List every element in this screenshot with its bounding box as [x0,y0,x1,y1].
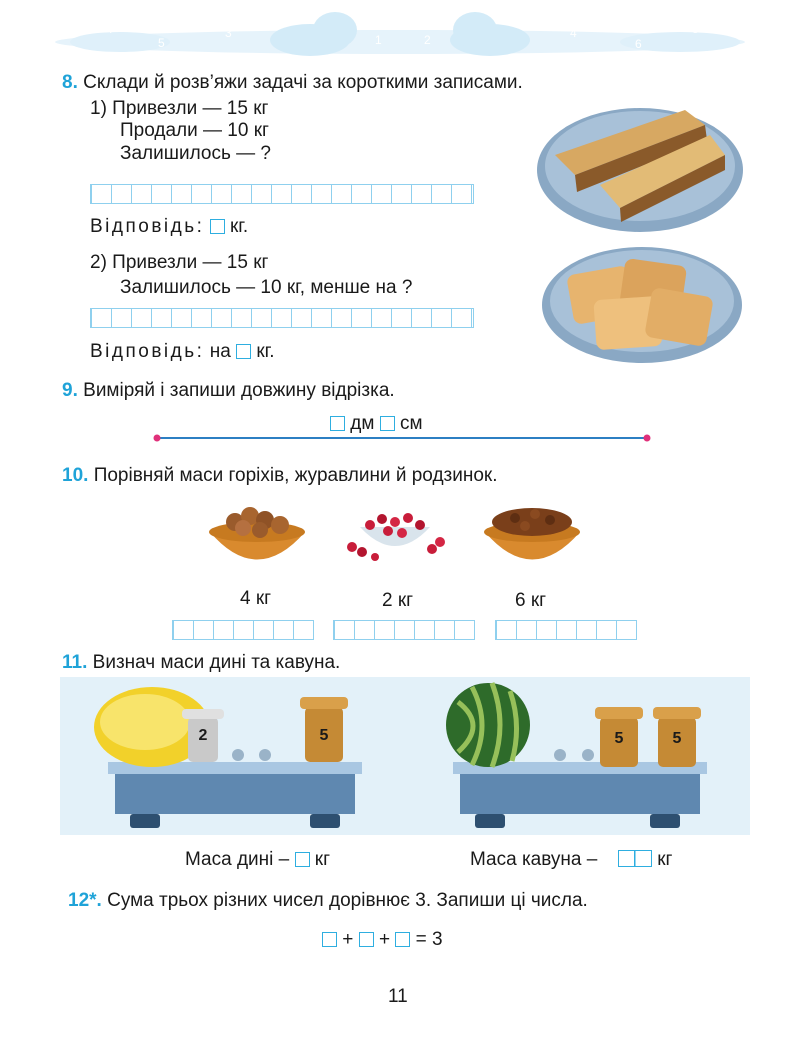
task11-heading [62,652,340,674]
line-segment [150,430,655,446]
header-number: 1 [375,33,382,47]
cranberry-mass: 2 кг [382,590,414,611]
answer2-row [90,341,275,363]
task-title: Виміряй і запиши довжину відрізка. [83,380,395,401]
number-box-1[interactable] [322,932,337,947]
task9-heading [62,380,395,402]
task-number: 10. [62,465,89,486]
unit-dm: дм [350,413,375,434]
hazelnut-basket-image [205,492,310,577]
task12-heading [68,890,588,912]
problem1-line3: Залишилось — ? [120,143,271,164]
comparison-grid-3[interactable] [495,620,637,640]
solution-grid-2[interactable] [90,308,474,328]
answer-unit: кг. [256,341,275,362]
problem2-line2: Залишилось — 10 кг, менше на ? [120,277,413,298]
header-clouds [0,0,800,70]
weight-label: 2 [198,727,208,744]
segment-end-dot [644,435,651,442]
segment-start-dot [154,435,161,442]
melon-label: Маса дині – [185,849,290,870]
raisin-mass: 6 кг [515,590,547,611]
page-number: 11 [388,986,408,1007]
dm-box[interactable] [330,416,345,431]
melon-unit: кг [314,849,331,870]
answer-label: Відповідь: [90,341,205,362]
watermelon-answer-box[interactable] [618,850,652,867]
cranberry-bowl-image [340,497,450,572]
watermelon-label: Маса кавуна – [470,849,598,870]
header-number: 3 [225,26,232,40]
cm-box[interactable] [380,416,395,431]
solution-grid-1[interactable] [90,184,474,204]
header-number: 0 [397,17,404,31]
answer-label: Відповідь: [90,216,205,237]
header-number: 8 [692,22,699,36]
hazelnut-mass: 4 кг [240,588,272,609]
plus-sign: + [378,929,391,950]
melon-answer-box[interactable] [295,852,310,867]
task-number: 9. [62,380,78,401]
unit-cm: см [400,413,423,434]
answer-box[interactable] [236,344,251,359]
number-box-3[interactable] [395,932,410,947]
sum-equation [322,929,443,951]
melon-mass-row [185,849,330,871]
task-number: 12*. [68,890,102,911]
header-number: 4 [570,26,577,40]
answer-unit: кг. [229,216,249,237]
problem1-line2: Продали — 10 кг [120,120,269,141]
problem2-line1: 2) Привезли — 15 кг [90,252,269,273]
plus-sign: + [342,929,354,950]
task-title: Сума трьох різних чисел дорівнює 3. Запиши ці числа. [107,890,588,911]
header-number: 7 [108,22,115,36]
task8-heading [62,72,523,94]
task10-heading [62,465,498,487]
task-number: 8. [62,72,78,93]
problem1-line1: 1) Привезли — 15 кг [90,98,269,119]
task-number: 11. [62,652,88,673]
equals-result: = 3 [415,929,443,950]
clouds-decoration [0,0,800,70]
header-number: 5 [158,36,165,50]
task-title: Склади й розв’яжи задачі за короткими записами. [83,72,523,93]
comparison-grid-1[interactable] [172,620,314,640]
weight-label: 5 [319,727,329,744]
watermelon-mass-row [470,849,672,871]
raisin-basket-image [480,492,585,577]
header-number: 2 [424,33,431,47]
answer1-row [90,216,248,238]
number-box-2[interactable] [359,932,374,947]
task-title: Визнач маси дині та кавуна. [92,652,341,673]
header-number: 6 [635,37,642,51]
task-title: Порівняй маси горіхів, журавлини й родзинок. [93,465,498,486]
answer-prefix: на [209,341,231,362]
watermelon-unit: кг [657,849,673,870]
weight-label: 5 [672,730,682,747]
weight-label: 5 [614,730,624,747]
scales-illustration [60,677,750,837]
cookies-plate-image [540,240,745,365]
answer-box[interactable] [210,219,225,234]
wafers-plate-image [535,100,745,235]
comparison-grid-2[interactable] [333,620,475,640]
